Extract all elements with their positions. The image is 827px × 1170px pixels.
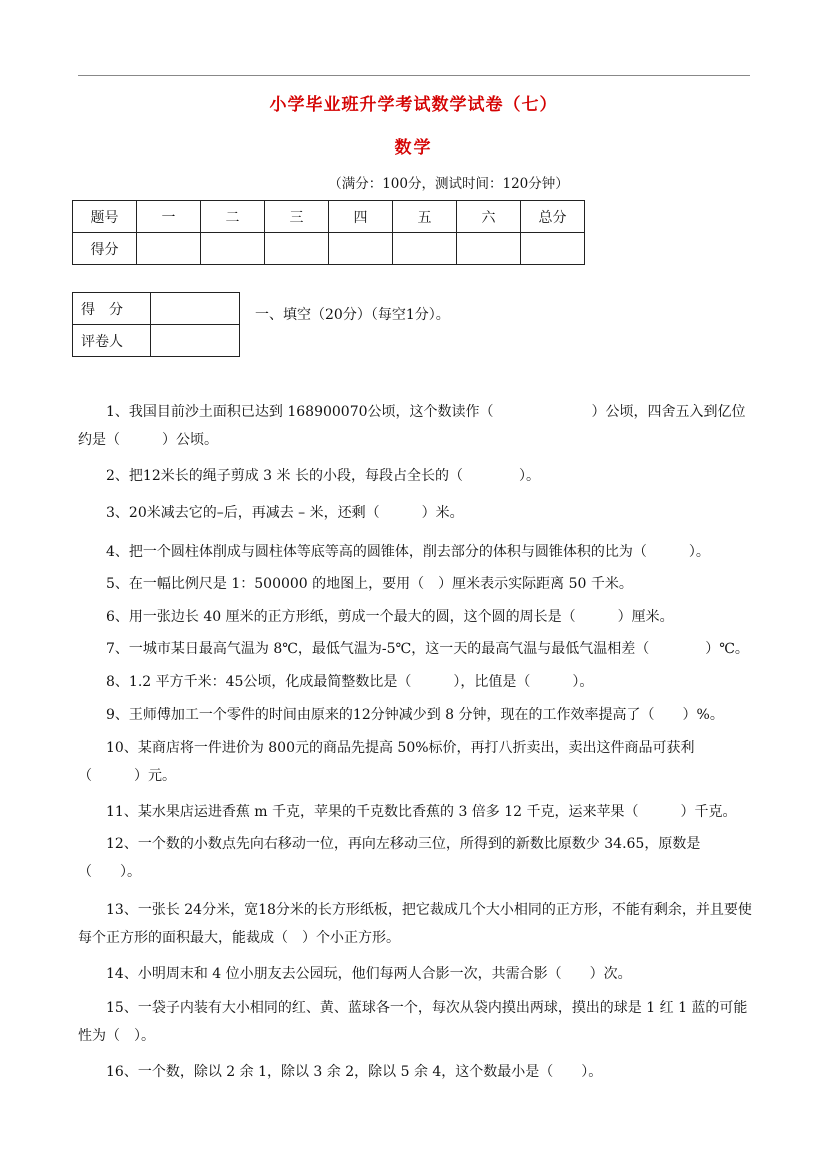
question-item: 9、王师傅加工一个零件的时间由原来的12分钟减少到 8 分钟，现在的工作效率提高了（ ）%。 bbox=[106, 707, 724, 723]
question-item: 16、一个数，除以 2 余 1，除以 3 余 2，除以 5 余 4，这个数最小是（ ）。 bbox=[106, 1064, 603, 1080]
score-header-cell: 一 bbox=[137, 201, 201, 233]
score-row-label: 得分 bbox=[73, 233, 137, 265]
score-table-score-row bbox=[73, 233, 585, 265]
score-table-header-row bbox=[73, 201, 585, 233]
score-cell bbox=[457, 233, 521, 265]
question-item: 15、一袋子内装有大小相同的红、黄、蓝球各一个，每次从袋内摸出两球，摸出的球是 1 红 1 蓝的可能性为（ ）。 bbox=[78, 1000, 748, 1044]
question-item: 11、某水果店运进香蕉 m 千克，苹果的千克数比香蕉的 3 倍多 12 千克，运来苹果（ ）千克。 bbox=[106, 804, 737, 820]
section-heading: 一、填空（20分）（每空1分）。 bbox=[255, 307, 450, 323]
score-header-cell: 六 bbox=[457, 201, 521, 233]
grader-name-row bbox=[73, 325, 240, 357]
score-cell bbox=[521, 233, 585, 265]
question-item: 2、把12米长的绳子剪成 3 米 长的小段，每段占全长的（ ）。 bbox=[106, 468, 540, 484]
score-cell bbox=[329, 233, 393, 265]
score-header-cell: 五 bbox=[393, 201, 457, 233]
subject-title: 数学 bbox=[394, 138, 433, 158]
exam-meta: （满分：100分，测试时间：120分钟） bbox=[328, 176, 569, 192]
question-item: 4、把一个圆柱体削成与圆柱体等底等高的圆锥体，削去部分的体积与圆锥体积的比为（ ）。 bbox=[106, 544, 710, 560]
question-item: 6、用一张边长 40 厘米的正方形纸，剪成一个最大的圆，这个圆的周长是（ ）厘米。 bbox=[106, 609, 674, 625]
score-table bbox=[72, 200, 585, 265]
score-cell bbox=[137, 233, 201, 265]
question-item: 1、我国目前沙土面积已达到 168900070公顷，这个数读作（ ）公顷，四舍五入到亿位约是（ ）公顷。 bbox=[78, 404, 746, 448]
question-item: 8、1.2 平方千米：45公顷，化成最简整数比是（ ），比值是（ ）。 bbox=[106, 674, 594, 690]
score-cell bbox=[201, 233, 265, 265]
score-header-cell: 题号 bbox=[73, 201, 137, 233]
score-cell bbox=[265, 233, 329, 265]
grader-score-row bbox=[73, 293, 240, 325]
question-item: 7、一城市某日最高气温为 8℃，最低气温为-5℃，这一天的最高气温与最低气温相差（ ）℃。 bbox=[106, 641, 749, 657]
score-cell bbox=[393, 233, 457, 265]
grader-score-label: 得 分 bbox=[73, 293, 151, 325]
question-item: 5、在一幅比例尺是 1：500000 的地图上，要用（ ）厘米表示实际距离 50 千米。 bbox=[106, 576, 633, 592]
grader-table bbox=[72, 292, 240, 357]
grader-score-cell bbox=[151, 293, 240, 325]
grader-name-cell bbox=[151, 325, 240, 357]
score-header-cell: 二 bbox=[201, 201, 265, 233]
question-item: 12、一个数的小数点先向右移动一位，再向左移动三位，所得到的新数比原数少 34.65，原数是（ ）。 bbox=[78, 836, 701, 880]
question-item: 14、小明周末和 4 位小朋友去公园玩，他们每两人合影一次，共需合影（ ）次。 bbox=[106, 966, 632, 982]
question-item: 13、一张长 24分米，宽18分米的长方形纸板，把它裁成几个大小相同的正方形，不能有剩余，并且要使每个正方形的面积最大，能裁成（ ）个小正方形。 bbox=[78, 902, 752, 946]
header-rule bbox=[78, 75, 750, 76]
score-header-cell: 四 bbox=[329, 201, 393, 233]
score-header-cell: 总分 bbox=[521, 201, 585, 233]
score-header-cell: 三 bbox=[265, 201, 329, 233]
question-item: 3、20米减去它的–后，再减去 – 米，还剩（ ）米。 bbox=[106, 505, 464, 521]
grader-name-label: 评卷人 bbox=[73, 325, 151, 357]
question-item: 10、某商店将一件进价为 800元的商品先提高 50%标价，再打八折卖出，卖出这件商品可获利（ ）元。 bbox=[78, 740, 695, 784]
exam-title: 小学毕业班升学考试数学试卷（七） bbox=[269, 95, 558, 115]
